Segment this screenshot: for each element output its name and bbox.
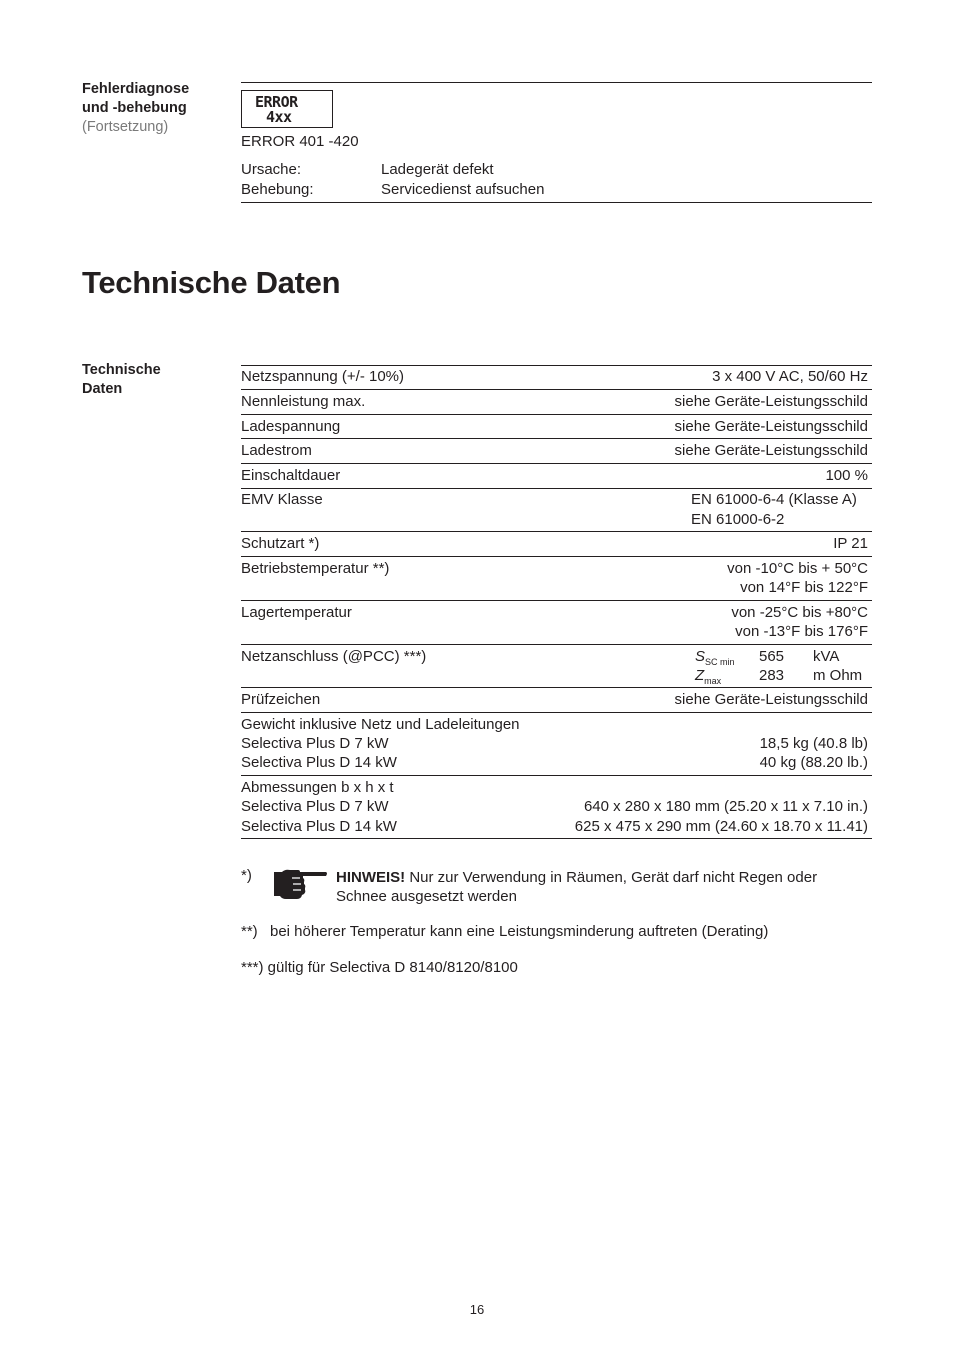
spec-sublabel: Selectiva Plus D 7 kW (241, 798, 389, 815)
error-display-line1: ERROR (255, 93, 298, 111)
remedy-label: Behebung: (241, 181, 314, 198)
table-rule (241, 687, 872, 688)
table-rule (241, 389, 872, 390)
table-rule (241, 531, 872, 532)
pointing-hand-icon (272, 866, 328, 902)
sidebar-tech-title (82, 361, 161, 399)
spec-label: Abmessungen b x h x t (241, 779, 394, 796)
cause-value: Ladegerät defekt (381, 161, 494, 178)
ssc-unit: kVA (813, 648, 840, 665)
spec-label: Netzanschluss (@PCC) ***) (241, 648, 427, 665)
ssc-symbol: $S_{SC min}$ (695, 648, 735, 667)
spec-value: 100 % (825, 467, 868, 484)
table-rule (241, 644, 872, 645)
footnote3-text: ***) gültig für Selectiva D 8140/8120/8100 (241, 959, 518, 976)
spec-label: Einschaltdauer (241, 467, 341, 484)
cause-label: Ursache: (241, 161, 302, 178)
spec-sublabel: Selectiva Plus D 7 kW (241, 735, 389, 752)
spec-label: Nennleistung max. (241, 393, 366, 410)
spec-value: 640 x 280 x 180 mm (25.20 x 11 x 7.10 in.) (583, 798, 868, 815)
spec-label: Schutzart *) (241, 535, 320, 552)
footnote2-marker: **) (241, 923, 258, 940)
table-rule (241, 438, 872, 439)
remedy-value: Servicedienst aufsuchen (381, 181, 545, 198)
sidebar-continued-label: (Fortsetzung) (82, 119, 169, 135)
spec-label: Ladestrom (241, 442, 312, 459)
spec-value: IP 21 (833, 535, 868, 552)
sidebar-title-line1: Fehlerdiagnose (82, 81, 190, 97)
table-rule (241, 712, 872, 713)
spec-value: von -25°C bis +80°C (731, 604, 868, 621)
spec-value: 18,5 kg (40.8 lb) (759, 735, 868, 752)
error-code: ERROR 401 -420 (241, 133, 359, 150)
spec-label: Netzspannung (+/- 10%) (241, 368, 405, 385)
page-title: Technische Daten (82, 265, 341, 300)
spec-value: von -13°F bis 176°F (735, 623, 868, 640)
spec-label: Gewicht inklusive Netz und Ladeleitungen (241, 716, 520, 733)
sidebar-title-line2: und -behebung (82, 100, 187, 116)
page-number: 16 (469, 1302, 485, 1317)
table-rule (241, 463, 872, 464)
spec-label: Betriebstemperatur **) (241, 560, 390, 577)
spec-value: von 14°F bis 122°F (740, 579, 868, 596)
spec-value: 40 kg (88.20 lb.) (759, 754, 868, 771)
error-bottom-rule (241, 202, 872, 203)
footnote1-marker: *) (241, 867, 252, 884)
spec-value: siehe Geräte-Leistungsschild (674, 691, 868, 708)
error-display (241, 90, 333, 128)
spec-label: Prüfzeichen (241, 691, 321, 708)
spec-sublabel: Selectiva Plus D 14 kW (241, 818, 397, 835)
zmax-symbol: $Z_{max}$ (695, 667, 722, 686)
spec-value: von -10°C bis + 50°C (727, 560, 868, 577)
table-rule (241, 556, 872, 557)
notice-text-line2: Schnee ausgesetzt werden (336, 888, 517, 905)
table-rule (241, 414, 872, 415)
footnote2-text: bei höherer Temperatur kann eine Leistungsminderung auftreten (Derating) (270, 923, 769, 940)
spec-label: Lagertemperatur (241, 604, 352, 621)
sidebar-tech-line2: Daten (82, 381, 123, 397)
table-rule (241, 365, 872, 366)
spec-label: EMV Klasse (241, 491, 323, 508)
spec-value: siehe Geräte-Leistungsschild (674, 393, 868, 410)
notice-text-line1: Nur zur Verwendung in Räumen, Gerät darf nicht Regen oder (409, 869, 818, 886)
sidebar-tech-line1: Technische (82, 362, 161, 378)
ssc-subscript: SC min (705, 657, 735, 667)
spec-value: siehe Geräte-Leistungsschild (674, 418, 868, 435)
footnote1-text (336, 868, 817, 887)
notice-label: HINWEIS! (336, 869, 406, 886)
table-rule (241, 838, 872, 839)
zmax-unit: m Ohm (813, 667, 863, 684)
zmax-subscript: max (704, 676, 722, 686)
table-rule (241, 775, 872, 776)
spec-label: Ladespannung (241, 418, 341, 435)
sidebar-section-title (82, 80, 189, 118)
spec-value: 625 x 475 x 290 mm (24.60 x 18.70 x 11.41) (574, 818, 868, 835)
zmax-value: 283 (759, 667, 785, 684)
error-display-line2: 4xx (266, 108, 292, 126)
spec-value: EN 61000-6-2 (691, 511, 785, 528)
table-rule (241, 600, 872, 601)
spec-value: EN 61000-6-4 (Klasse A) (691, 491, 857, 508)
error-top-rule (241, 82, 872, 83)
spec-sublabel: Selectiva Plus D 14 kW (241, 754, 397, 771)
spec-value: 3 x 400 V AC, 50/60 Hz (712, 368, 868, 385)
table-rule (241, 488, 872, 489)
ssc-value: 565 (759, 648, 785, 665)
spec-value: siehe Geräte-Leistungsschild (674, 442, 868, 459)
